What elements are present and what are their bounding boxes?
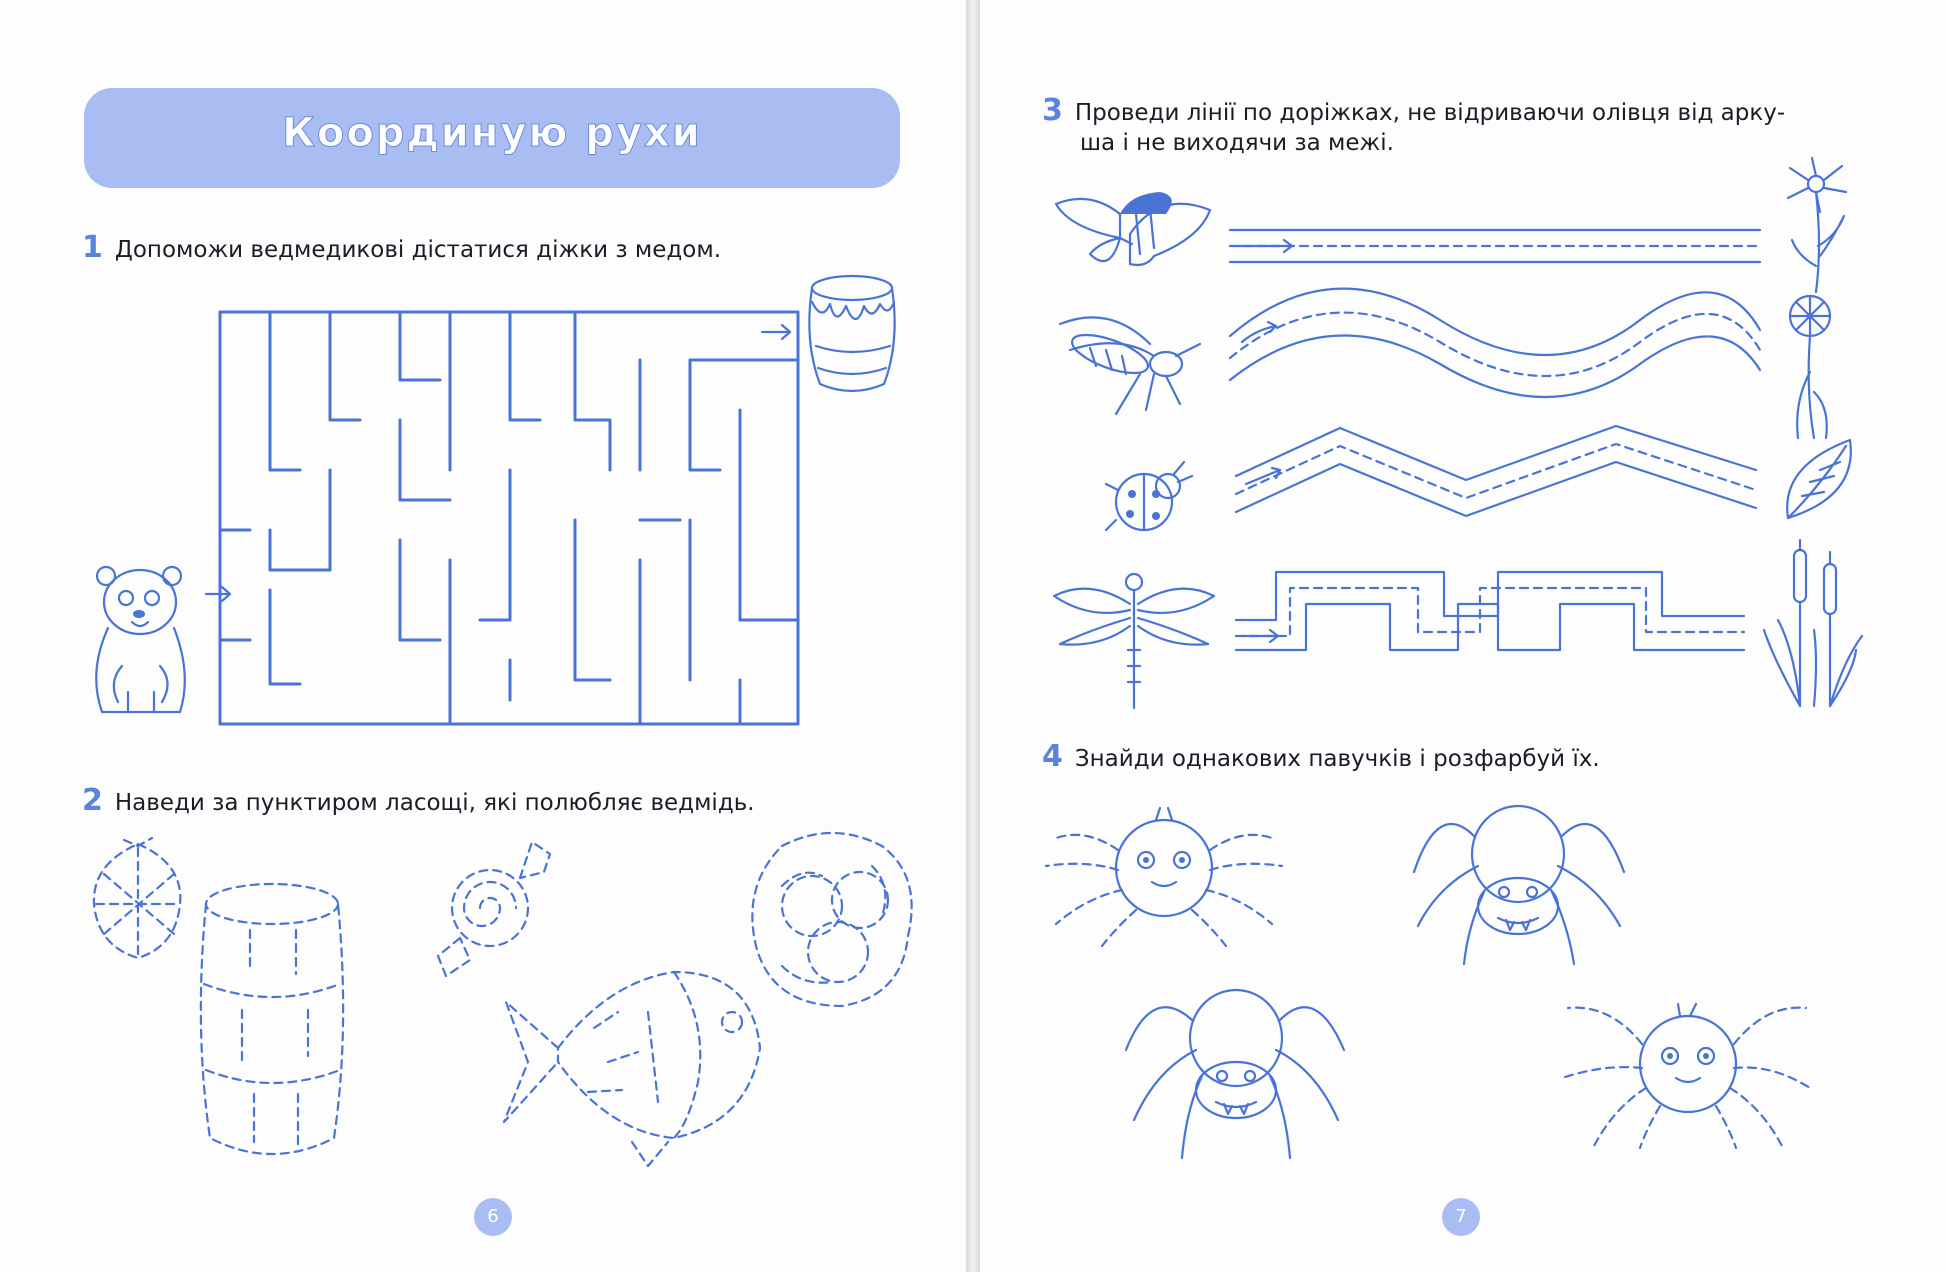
task-3 [1042, 93, 1786, 158]
pinecone-icon [84, 834, 194, 964]
spider-icon [1398, 796, 1648, 976]
task-text-line-2: ша і не виходячи за межі. [1080, 130, 1394, 156]
spider-icon [1046, 798, 1276, 948]
task-text: Допоможи ведмедикові дістатися діжки з медом. [114, 237, 722, 263]
task-text: Знайди однакових павучків і розфарбуй їх. [1074, 746, 1600, 772]
ladybug-icon [1104, 460, 1194, 540]
task-number: 2 [82, 783, 103, 818]
spider-icon [1112, 980, 1362, 1160]
fish-icon [498, 952, 768, 1172]
wasp-icon [1050, 294, 1210, 414]
task-text: Наведи за пунктиром ласощі, які полюбляє ведмідь. [114, 790, 755, 816]
barrel-icon [198, 880, 348, 1170]
butterfly-icon [1050, 184, 1220, 274]
berry-bush-icon [742, 826, 922, 1016]
left-page [0, 0, 966, 1272]
task-1 [82, 230, 722, 265]
task-4 [1042, 739, 1600, 774]
title-banner [84, 88, 900, 188]
task-number: 3 [1042, 93, 1063, 128]
daisy-icon [1776, 156, 1856, 296]
dandelion-icon [1780, 292, 1850, 442]
page-title: Координую рухи [282, 110, 702, 156]
dragonfly-icon [1050, 570, 1220, 710]
task-number: 1 [82, 230, 103, 265]
bear-icon [88, 562, 198, 722]
leaf-icon [1780, 436, 1860, 526]
task-number: 4 [1042, 739, 1063, 774]
page-number: 7 [1442, 1198, 1480, 1236]
honey-barrel-icon [800, 272, 910, 402]
right-page [980, 0, 1946, 1272]
spider-icon [1560, 984, 1810, 1154]
task-text-line-1: Проведи лінії по доріжках, не відриваючи олівця від арку- [1074, 100, 1786, 126]
book-spine [966, 0, 980, 1272]
page-number: 6 [474, 1198, 512, 1236]
task-2 [82, 783, 755, 818]
cattail-icon [1764, 540, 1864, 710]
